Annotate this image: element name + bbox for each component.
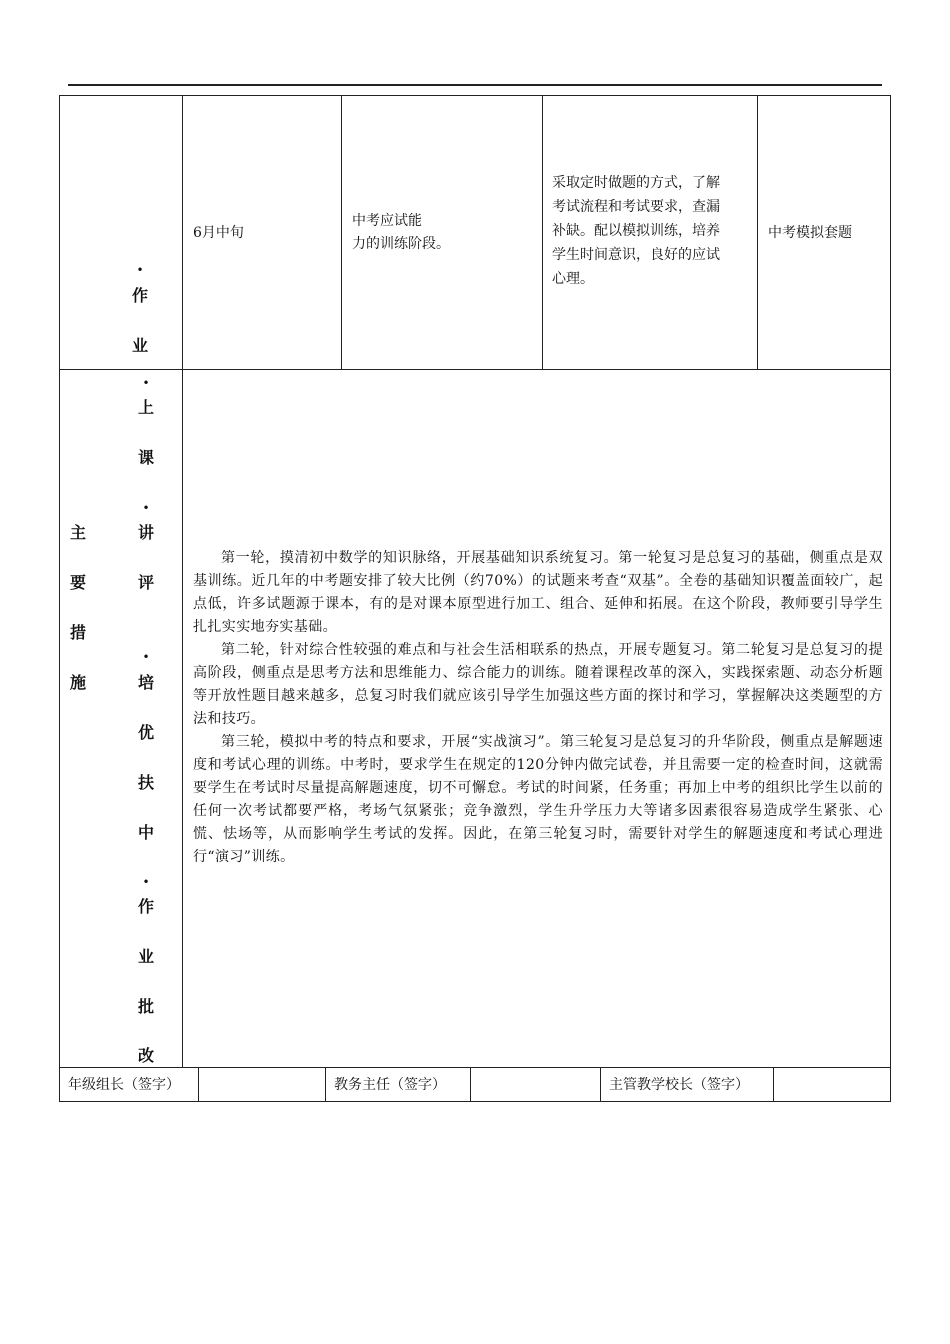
grade-leader-label: 年级组长（签字） (68, 1077, 180, 1093)
sub-label-char: 扶 (137, 773, 154, 792)
method-line: 补缺。配以模拟训练，培养 (552, 223, 720, 239)
row1-label-char: 业 (131, 336, 148, 355)
sub-label-char: 讲 (137, 523, 154, 542)
main-label-char: 措 (69, 623, 86, 642)
method-line: 采取定时做题的方式，了解 (552, 175, 720, 191)
measures-label-cell (59, 369, 183, 1068)
academic-director-label: 教务主任（签字） (334, 1077, 446, 1093)
main-label-char: 主 (69, 523, 86, 542)
sub-label-char: 上 (137, 398, 154, 417)
method-line: 心理。 (552, 271, 594, 287)
sub-label-char: 改 (137, 1046, 154, 1065)
method-line: 考试流程和考试要求，查漏 (552, 199, 720, 215)
bullet-dot: • (142, 376, 150, 390)
principal-label: 主管教学校长（签字） (609, 1077, 749, 1093)
period-text: 6月中旬 (193, 225, 244, 241)
bullet-dot: • (142, 501, 150, 515)
bullet-dot: • (136, 263, 144, 277)
bullet-dot: • (142, 650, 150, 664)
main-label-char: 施 (69, 673, 86, 692)
method-line: 学生时间意识，良好的应试 (552, 247, 720, 263)
sub-label-char: 批 (137, 997, 154, 1016)
sub-label-char: 优 (137, 723, 154, 742)
paragraph-round-1: 第一轮，摸清初中数学的知识脉络，开展基础知识系统复习。第一轮复习是总复习的基础，侧重点是双基训练。近几年的中考题安排了较大比例（约70%）的试题来考查“双基”。全卷的基础知识覆盖面较广，起点低，许多试题源于课本，有的是对课本原型进行加工、组合、延伸和拓展。在这个阶段，教师要引导学生扎扎实实地夯实基础。 (193, 550, 883, 635)
header-rule (68, 84, 882, 86)
stage-line: 力的训练阶段。 (352, 236, 450, 252)
paragraph-round-2: 第二轮，针对综合性较强的难点和与社会生活相联系的热点，开展专题复习。第二轮复习是总复习的提高阶段，侧重点是思考方法和思维能力、综合能力的训练。随着课程改革的深入，实践探索题、动态分析题等开放性题目越来越多，总复习时我们就应该引导学生加强这些方面的探讨和学习，掌握解决这类题型的方法和技巧。 (193, 642, 883, 727)
sub-label-char: 课 (137, 448, 154, 467)
grade-leader-signature-field[interactable] (198, 1067, 326, 1102)
sub-label-char: 培 (137, 673, 154, 692)
academic-director-signature-field[interactable] (470, 1067, 601, 1102)
sub-label-char: 作 (137, 897, 154, 916)
principal-signature-field[interactable] (773, 1067, 891, 1102)
stage-line: 中考应试能 (352, 213, 422, 229)
sub-label-char: 评 (137, 573, 154, 592)
row1-label-cell (59, 95, 183, 370)
main-label-char: 要 (69, 573, 86, 592)
sub-label-char: 业 (137, 947, 154, 966)
row1-label-char: 作 (131, 286, 148, 305)
measures-text-block (193, 547, 883, 869)
material-text: 中考模拟套题 (768, 225, 852, 241)
paragraph-round-3: 第三轮，模拟中考的特点和要求，开展“实战演习”。第三轮复习是总复习的升华阶段，侧重点是解题速度和考试心理的训练。中考时，要求学生在规定的120分钟内做完试卷，并且需要一定的检查时间，这就需要学生在考试时尽量提高解题速度，切不可懈怠。考试的时间紧，任务重；再加上中考的组织比学生以前的任何一次考试都要严格，考场气氛紧张；竞争激烈，学生升学压力大等诸多因素很容易造成学生紧张、心慌、怯场等，从而影响学生考试的发挥。因此，在第三轮复习时，需要针对学生的解题速度和考试心理进行“演习”训练。 (193, 734, 883, 865)
sub-label-char: 中 (137, 823, 154, 842)
bullet-dot: • (142, 875, 150, 889)
